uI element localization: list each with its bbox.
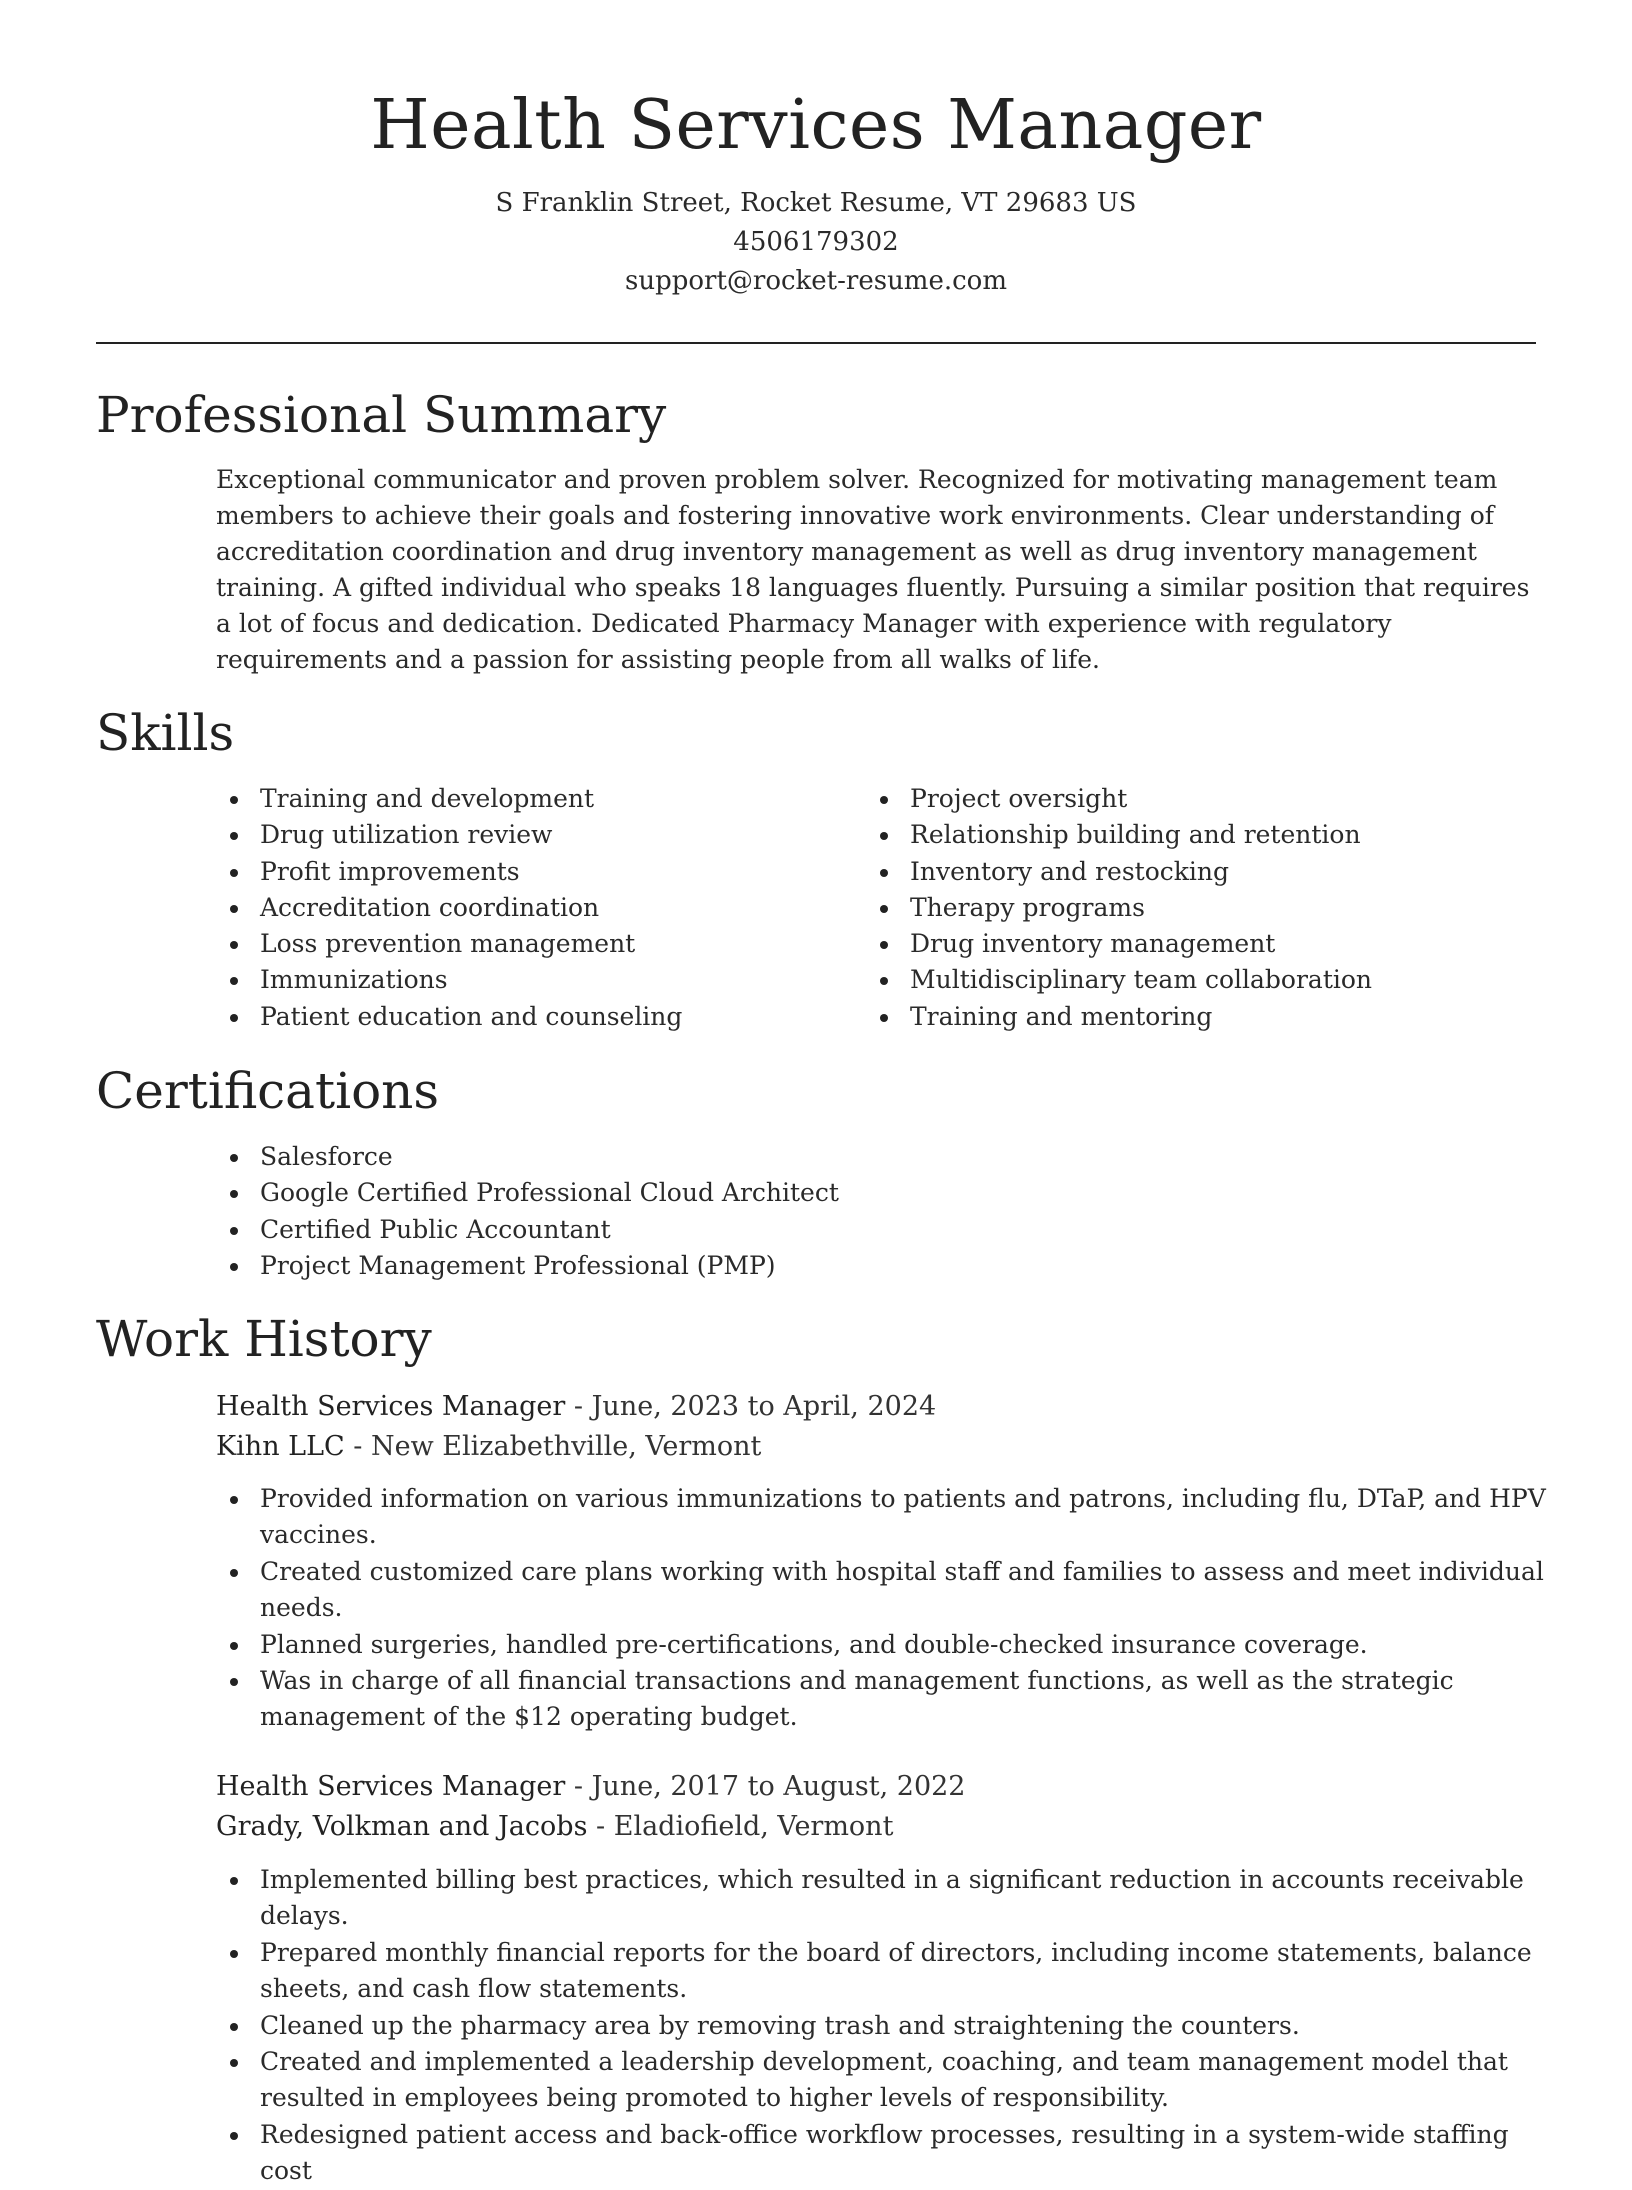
list-item: Profit improvements xyxy=(216,854,856,890)
company-name: Grady, Volkman and Jacobs xyxy=(216,1811,588,1842)
summary-text: Exceptional communicator and proven problem solver. Recognized for motivating management team members to achieve their goals and fostering innovative work environments. Clear understanding of accreditation coordination and drug inventory management as well as drug inventory management training. A gifted individual who speaks 18 languages fluently. Pursuing a similar position that requires a lot of focus and dedication. Dedicated Pharmacy Manager with experience with regulatory requirements and a passion for assisting people from all walks of life. xyxy=(216,465,1530,674)
list-item: Salesforce xyxy=(216,1139,1416,1175)
company-location: New Elizabethville, Vermont xyxy=(371,1431,762,1462)
company-line xyxy=(216,1807,893,1847)
list-item: Cleaned up the pharmacy area by removing trash and straightening the counters. xyxy=(216,2008,1546,2044)
list-item: Drug utilization review xyxy=(216,817,856,853)
certifications-list xyxy=(216,1139,1416,1284)
list-item: Prepared monthly financial reports for the board of directors, including income statements, balance sheets, and cash flow statements. xyxy=(216,1935,1546,2008)
list-item: Implemented billing best practices, which resulted in a significant reduction in accounts receivable delays. xyxy=(216,1862,1546,1935)
list-item: Therapy programs xyxy=(866,890,1506,926)
header-divider xyxy=(96,342,1536,344)
separator: - xyxy=(573,1391,584,1422)
job-title: Health Services Manager xyxy=(216,1391,566,1422)
list-item: Project oversight xyxy=(866,781,1506,817)
email: support@rocket-resume.com xyxy=(624,266,1007,296)
job-title-line xyxy=(216,1387,936,1427)
skills-list-left xyxy=(216,781,856,1035)
list-item: Drug inventory management xyxy=(866,926,1506,962)
list-item: Multidisciplinary team collaboration xyxy=(866,962,1506,998)
resume-header xyxy=(0,82,1632,301)
list-item: Loss prevention management xyxy=(216,926,856,962)
contact-block xyxy=(0,184,1632,301)
job-dates: June, 2023 to April, 2024 xyxy=(591,1391,937,1422)
list-item: Certified Public Accountant xyxy=(216,1212,1416,1248)
separator: - xyxy=(596,1811,606,1842)
company-line xyxy=(216,1427,761,1467)
list-item: Accreditation coordination xyxy=(216,890,856,926)
list-item: Created customized care plans working with hospital staff and families to assess and meet individual needs. xyxy=(216,1554,1546,1627)
skills-list-right xyxy=(866,781,1506,1035)
job-responsibilities xyxy=(216,1481,1546,1736)
job-title-line xyxy=(216,1767,965,1807)
separator: - xyxy=(353,1431,363,1462)
job-responsibilities xyxy=(216,1862,1546,2190)
phone: 4506179302 xyxy=(733,227,899,257)
list-item: Provided information on various immunizations to patients and patrons, including flu, DTaP, and HPV vaccines. xyxy=(216,1481,1546,1554)
separator: - xyxy=(573,1771,584,1802)
certifications-heading: Certifications xyxy=(96,1062,440,1120)
skills-heading: Skills xyxy=(96,704,235,762)
list-item: Training and mentoring xyxy=(866,999,1506,1035)
summary-heading: Professional Summary xyxy=(96,386,667,444)
list-item: Relationship building and retention xyxy=(866,817,1506,853)
list-item: Patient education and counseling xyxy=(216,999,856,1035)
list-item: Was in charge of all financial transactions and management functions, as well as the strategic management of the $12 operating budget. xyxy=(216,1663,1546,1736)
list-item: Project Management Professional (PMP) xyxy=(216,1248,1416,1284)
list-item: Inventory and restocking xyxy=(866,854,1506,890)
job-title: Health Services Manager xyxy=(216,1771,566,1802)
list-item: Created and implemented a leadership development, coaching, and team management model that resulted in employees being promoted to higher levels of responsibility. xyxy=(216,2044,1546,2117)
list-item: Immunizations xyxy=(216,962,856,998)
list-item: Training and development xyxy=(216,781,856,817)
list-item: Google Certified Professional Cloud Architect xyxy=(216,1175,1416,1211)
company-location: Eladiofield, Vermont xyxy=(613,1811,894,1842)
job-dates: June, 2017 to August, 2022 xyxy=(591,1771,966,1802)
work-history-heading: Work History xyxy=(96,1310,432,1368)
list-item: Planned surgeries, handled pre-certifications, and double-checked insurance coverage. xyxy=(216,1627,1546,1663)
address: S Franklin Street, Rocket Resume, VT 29683 US xyxy=(495,188,1137,218)
company-name: Kihn LLC xyxy=(216,1431,345,1462)
candidate-name: Health Services Manager xyxy=(370,86,1262,165)
list-item: Redesigned patient access and back-office workflow processes, resulting in a system-wide staffing cost xyxy=(216,2117,1546,2190)
